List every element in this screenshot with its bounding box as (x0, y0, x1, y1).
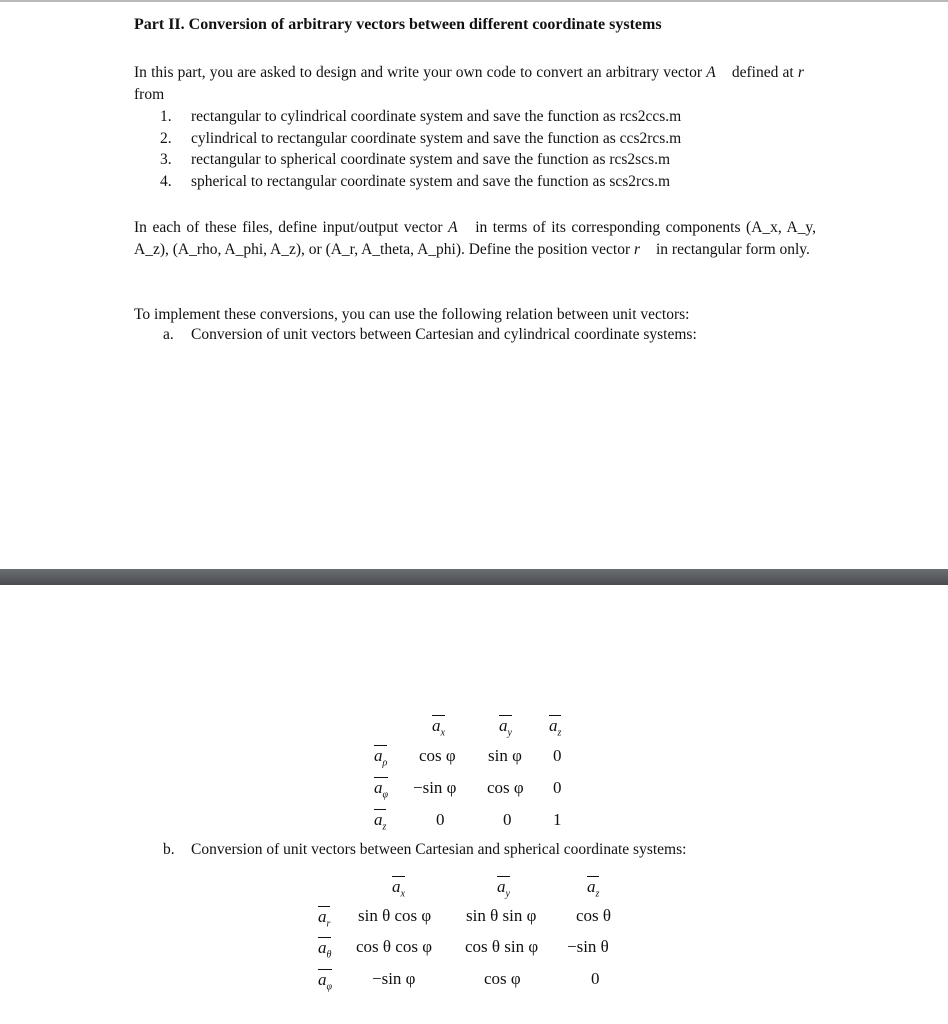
intro-text-mid: defined at (727, 64, 798, 81)
matrix-cell: 0 (553, 746, 562, 765)
task-number: 3. (160, 151, 172, 168)
vector-a-symbol: A⃗ (448, 219, 470, 236)
row-header-az: $a_z$ (374, 809, 386, 835)
col-header-ax: $a_x$ (392, 876, 405, 902)
subsection-b-text: Conversion of unit vectors between Cartesian and spherical coordinate systems: (191, 841, 687, 858)
matrix-cell: cos φ (419, 746, 456, 765)
matrix-cell: cos θ cos φ (356, 937, 433, 956)
matrix-cell: cos φ (487, 778, 524, 797)
page-divider-bar (0, 569, 948, 585)
task-text: spherical to rectangular coordinate system and save the function as scs2rcs.m (191, 172, 671, 190)
matrix-cell: −sin φ (372, 969, 416, 988)
task-item (160, 171, 681, 193)
task-number: 1. (160, 108, 172, 125)
components-paragraph (134, 217, 816, 261)
subsection-a-label: a. (163, 326, 174, 343)
para2-text-after: in rectangular form only. (652, 241, 810, 258)
matrix-cell: 0 (436, 810, 445, 829)
task-number: 2. (160, 129, 172, 147)
para2-text-before: In each of these files, define input/output vector (134, 219, 449, 236)
col-header-ay: $a_y$ (497, 876, 510, 902)
matrix-cell: −sin φ (413, 778, 457, 797)
task-list (160, 106, 681, 192)
relation-paragraph: To implement these conversions, you can use the following relation between unit vectors: (134, 306, 690, 323)
task-item (160, 106, 681, 128)
task-text: rectangular to cylindrical coordinate system and save the function as rcs2ccs.m (191, 108, 682, 125)
position-vector-symbol: r⃗ (634, 241, 653, 258)
intro-paragraph (134, 62, 816, 106)
matrix-cell: cos θ sin φ (465, 937, 539, 956)
task-item (160, 128, 681, 150)
row-header-aphi: $a_\varphi$ (318, 969, 332, 995)
para2-text-mid: in terms of its corresponding components (A_x, A_y, A_z), (A_rho, A_phi, A_z), or (A_r, A_theta, A_phi). Define the position vector (134, 219, 817, 258)
col-header-az: $a_z$ (587, 876, 599, 902)
matrix-cell: sin φ (488, 746, 522, 765)
matrix-cell: 0 (591, 969, 600, 988)
subsection-a-text: Conversion of unit vectors between Cartesian and cylindrical coordinate systems: (191, 326, 697, 343)
matrix-cell: sin θ sin φ (466, 906, 537, 925)
row-header-atheta: $a_\theta$ (318, 937, 331, 963)
matrix-cell: cos φ (484, 969, 521, 988)
subsection-a (163, 326, 697, 344)
section-title: Part II. Conversion of arbitrary vectors between different coordinate systems (134, 16, 662, 33)
intro-text-after: from (134, 86, 165, 103)
matrix-cell: 1 (553, 810, 562, 829)
matrix-cell: cos θ (576, 906, 612, 925)
col-header-ay: $a_y$ (499, 715, 512, 741)
row-header-ar: $a_r$ (318, 906, 330, 932)
matrix-cell: 0 (553, 778, 562, 797)
position-vector-symbol: r⃗ (797, 64, 816, 81)
matrix-cell: −sin θ (567, 937, 609, 956)
col-header-ax: $a_x$ (432, 715, 445, 741)
row-header-arho: $a_\rho$ (374, 745, 387, 771)
task-number: 4. (160, 172, 172, 190)
matrix-cell: 0 (503, 810, 512, 829)
vector-a-symbol: A⃗ (706, 64, 728, 81)
task-item (160, 149, 681, 171)
subsection-b-label: b. (163, 841, 175, 858)
task-text: cylindrical to rectangular coordinate system and save the function as ccs2rcs.m (191, 129, 682, 147)
row-header-aphi: $a_\varphi$ (374, 777, 388, 803)
intro-text-before: In this part, you are asked to design and write your own code to convert an arbitrary vector (134, 64, 707, 81)
col-header-az: $a_z$ (549, 715, 561, 741)
subsection-b (163, 841, 686, 859)
task-text: rectangular to spherical coordinate system and save the function as rcs2scs.m (191, 151, 671, 168)
matrix-cell: sin θ cos φ (358, 906, 432, 925)
